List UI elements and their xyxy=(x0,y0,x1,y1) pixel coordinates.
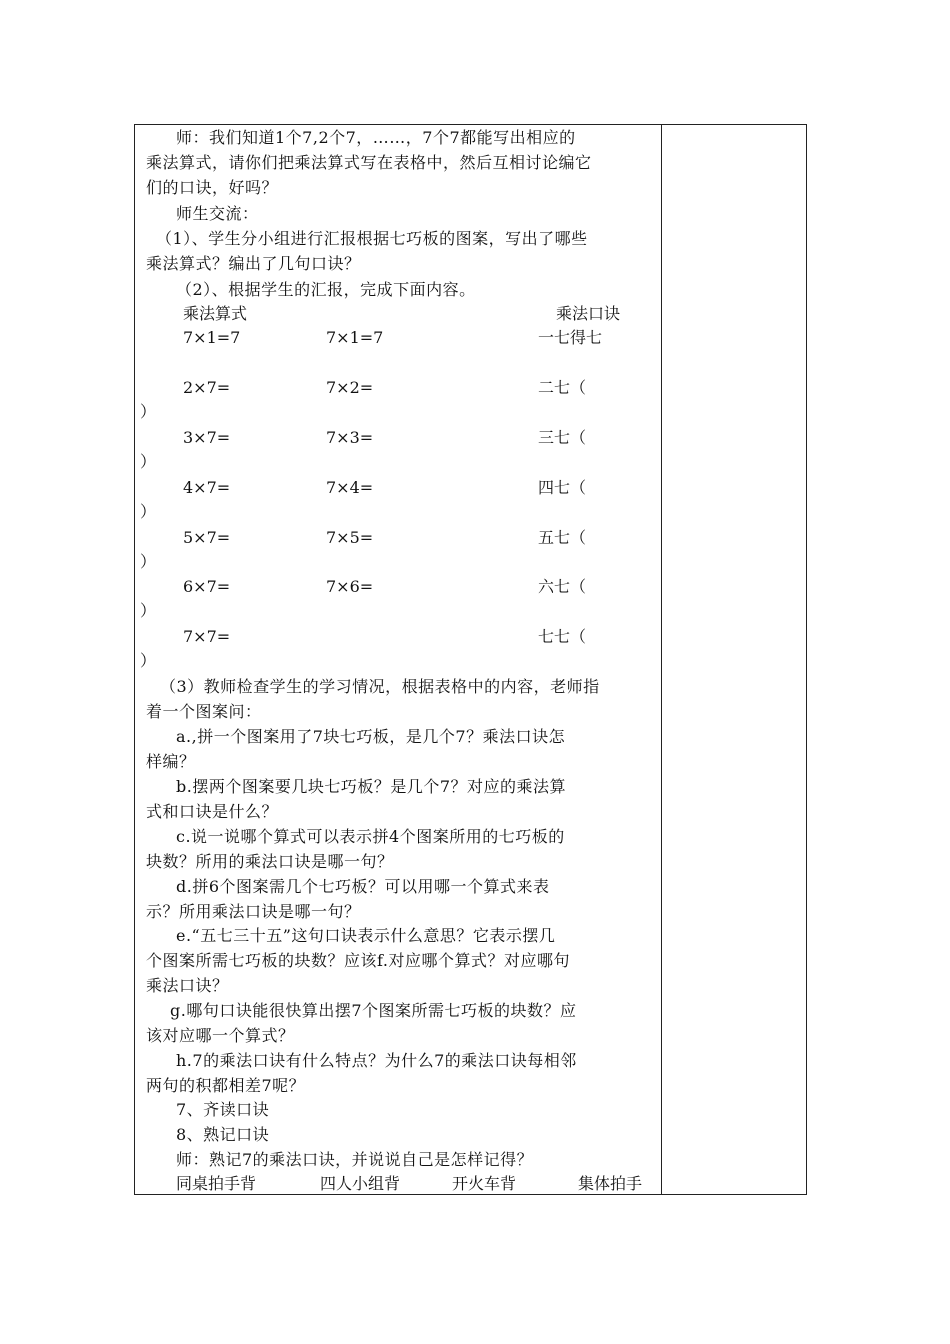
recite-mode: 集体拍手 xyxy=(578,1174,643,1193)
formula-b: 7×3= xyxy=(326,428,374,447)
text-line: （1）、学生分小组进行汇报根据七巧板的图案，写出了哪些 xyxy=(156,229,588,248)
text-line: 师生交流： xyxy=(176,204,259,223)
formula-a: 4×7= xyxy=(183,478,231,497)
step-heading: 7、齐读口诀 xyxy=(176,1100,270,1119)
formula-a: 3×7= xyxy=(183,428,231,447)
question-line: 式和口诀是什么？ xyxy=(146,802,279,821)
question-line: 两句的积都相差7呢？ xyxy=(146,1076,306,1095)
question-line: 块数？所用的乘法口诀是哪一句？ xyxy=(146,852,394,871)
question-line: h.7的乘法口诀有什么特点？为什么7的乘法口诀每相邻 xyxy=(176,1051,577,1070)
formula-b: 7×5= xyxy=(326,528,374,547)
question-line: d.拼6个图案需几个七巧板？可以用哪一个算式来表 xyxy=(176,877,550,896)
formula-b: 7×1=7 xyxy=(326,328,384,347)
question-line: 乘法口诀？ xyxy=(146,976,229,995)
recite-mode: 同桌拍手背 xyxy=(176,1174,257,1193)
closing-paren: ） xyxy=(140,651,157,670)
mnemonic: 五七（ xyxy=(538,528,587,547)
table-header-left: 乘法算式 xyxy=(183,304,248,323)
text-line: 着一个图案问： xyxy=(146,702,262,721)
formula-a: 7×1=7 xyxy=(183,328,241,347)
closing-paren: ） xyxy=(140,452,157,471)
recite-mode: 四人小组背 xyxy=(320,1174,401,1193)
mnemonic: 七七（ xyxy=(538,627,587,646)
question-line: 示？所用乘法口诀是哪一句？ xyxy=(146,902,361,921)
question-line: e.“五七三十五”这句口诀表示什么意思？它表示摆几 xyxy=(176,926,556,945)
question-line: g.哪句口诀能很快算出摆7个图案所需七巧板的块数？应 xyxy=(170,1001,577,1020)
formula-b: 7×2= xyxy=(326,378,374,397)
mnemonic: 四七（ xyxy=(538,478,587,497)
step-heading: 8、熟记口诀 xyxy=(176,1125,270,1144)
text-line: （2）、根据学生的汇报，完成下面内容。 xyxy=(176,280,476,299)
text-line: 师：我们知道1个7,2个7，……，7个7都能写出相应的 xyxy=(176,128,576,147)
mnemonic: 六七（ xyxy=(538,577,587,596)
mnemonic: 二七（ xyxy=(538,378,587,397)
formula-a: 7×7= xyxy=(183,627,231,646)
formula-b: 7×4= xyxy=(326,478,374,497)
text-line: 们的口诀，好吗？ xyxy=(146,178,279,197)
text-line: 乘法算式？编出了几句口诀？ xyxy=(146,254,361,273)
question-line: a.,拼一个图案用了7块七巧板，是几个7？乘法口诀怎 xyxy=(176,727,566,746)
question-line: 个图案所需七巧板的块数？应该f.对应哪个算式？对应哪句 xyxy=(146,951,570,970)
closing-paren: ） xyxy=(140,552,157,571)
formula-a: 2×7= xyxy=(183,378,231,397)
text-line: 师：熟记7的乘法口诀，并说说自己是怎样记得？ xyxy=(176,1150,534,1169)
formula-a: 6×7= xyxy=(183,577,231,596)
table-header-right: 乘法口诀 xyxy=(556,304,621,323)
question-line: c.说一说哪个算式可以表示拼4个图案所用的七巧板的 xyxy=(176,827,565,846)
column-divider xyxy=(661,124,662,1195)
question-line: 样编？ xyxy=(146,752,196,771)
mnemonic: 一七得七 xyxy=(538,328,603,347)
question-line: b.摆两个图案要几块七巧板？是几个7？对应的乘法算 xyxy=(176,777,567,796)
formula-a: 5×7= xyxy=(183,528,231,547)
text-line: 乘法算式，请你们把乘法算式写在表格中，然后互相讨论编它 xyxy=(146,153,592,172)
recite-mode: 开火车背 xyxy=(452,1174,517,1193)
text-line: （3）教师检查学生的学习情况，根据表格中的内容，老师指 xyxy=(160,677,600,696)
formula-b: 7×6= xyxy=(326,577,374,596)
closing-paren: ） xyxy=(140,601,157,620)
mnemonic: 三七（ xyxy=(538,428,587,447)
closing-paren: ） xyxy=(140,502,157,521)
closing-paren: ） xyxy=(140,402,157,421)
question-line: 该对应哪一个算式？ xyxy=(146,1026,295,1045)
